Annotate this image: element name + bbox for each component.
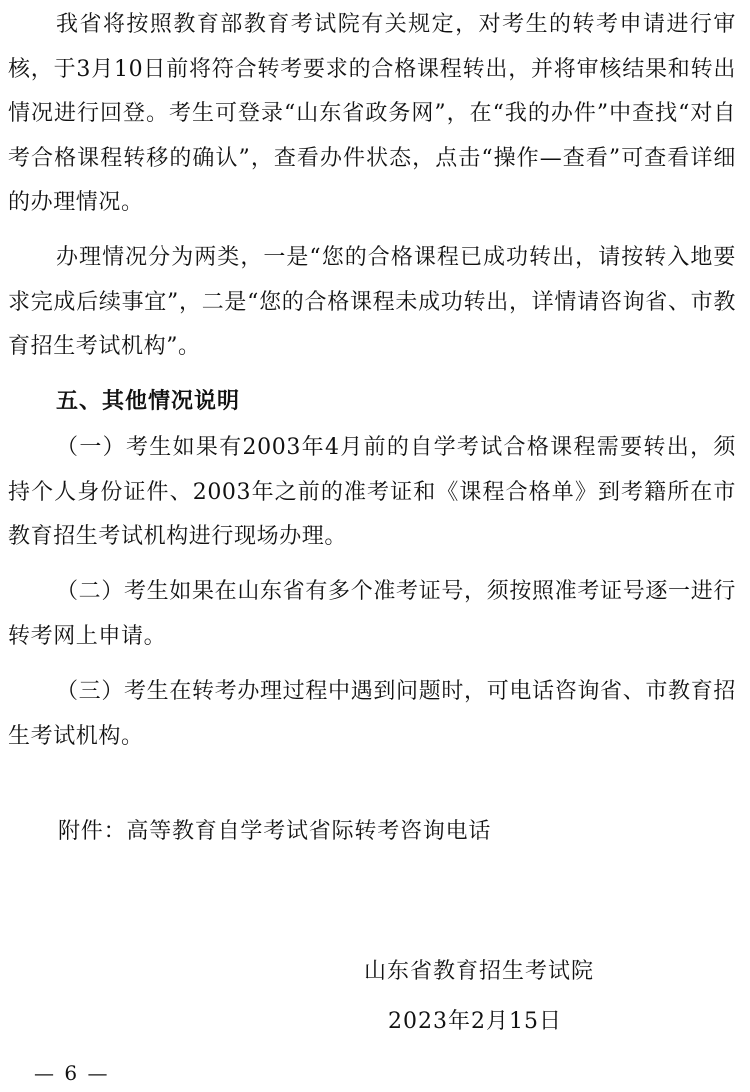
section-heading: 五、其他情况说明 <box>56 389 241 414</box>
item-three: （三）考生在转考办理过程中遇到问题时，可电话咨询省、市教育招生考试机构。 <box>8 679 736 749</box>
page-number: — 6 — <box>34 1061 110 1085</box>
issuer-name: 山东省教育招生考试院 <box>364 959 595 984</box>
paragraph-status-types: 办理情况分为两类，一是“您的合格课程已成功转出，请按转入地要求完成后续事宜”，二是“您的合格课程未成功转出，详情请咨询省、市教育招生考试机构”。 <box>8 245 736 359</box>
issue-date: 2023年2月15日 <box>388 1009 562 1034</box>
paragraph-transfer-review: 我省将按照教育部教育考试院有关规定，对考生的转考申请进行审核，于3月10日前将符合转考要求的合格课程转出，并将审核结果和转出情况进行回登。考生可登录“山东省政务网”，在“我的办件”中查找“对自考合格课程转移的确认”，查看办件状态，点击“操作—查看”可查看详细的办理情况。 <box>8 12 736 215</box>
item-one: （一）考生如果有2003年4月前的自学考试合格课程需要转出，须持个人身份证件、2003年之前的准考证和《课程合格单》到考籍所在市教育招生考试机构进行现场办理。 <box>8 435 736 549</box>
attachment-line: 附件：高等教育自学考试省际转考咨询电话 <box>58 819 492 844</box>
item-two: （二）考生如果在山东省有多个准考证号，须按照准考证号逐一进行转考网上申请。 <box>8 579 736 649</box>
